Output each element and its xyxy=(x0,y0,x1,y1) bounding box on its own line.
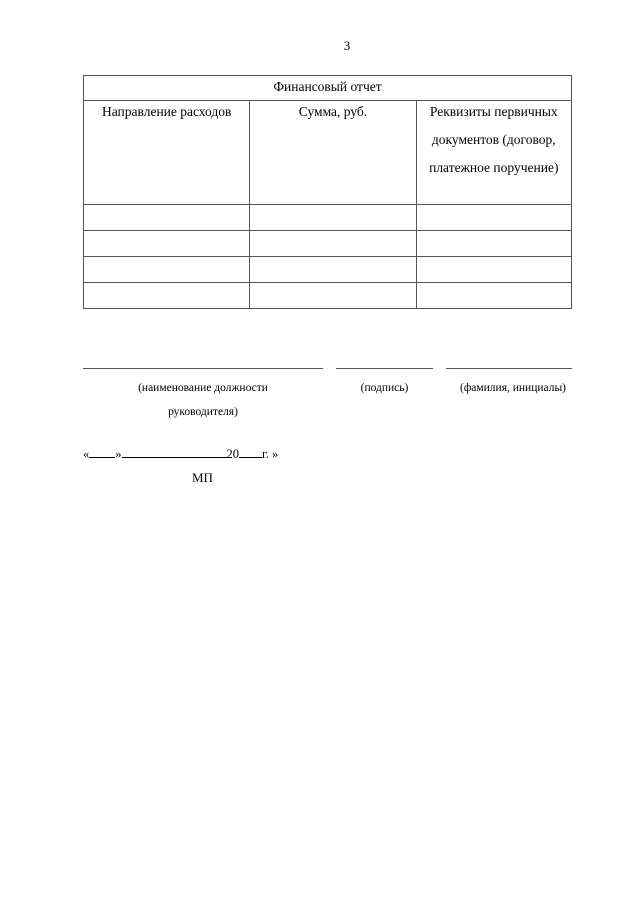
date-close-quote: » xyxy=(115,447,122,461)
table-title: Финансовый отчет xyxy=(84,76,572,101)
stamp-place: МП xyxy=(192,470,213,485)
date-year-suffix: г. » xyxy=(262,447,279,461)
name-caption: (фамилия, инициалы) xyxy=(459,382,567,394)
position-caption-line1: (наименование должности xyxy=(138,382,268,394)
table-row xyxy=(84,205,572,231)
date-line xyxy=(83,446,278,462)
header-amount xyxy=(250,101,416,205)
table-cell[interactable] xyxy=(84,283,250,309)
signature-line[interactable] xyxy=(336,368,433,369)
date-year-prefix: 20 xyxy=(226,447,239,461)
header-expense-direction xyxy=(84,101,250,205)
table-cell[interactable] xyxy=(416,257,571,283)
table-row xyxy=(84,257,572,283)
table-cell[interactable] xyxy=(250,283,416,309)
financial-report-table xyxy=(83,75,572,309)
name-signature-line[interactable] xyxy=(446,368,572,369)
signature-caption: (подпись) xyxy=(360,382,409,394)
date-open-quote: « xyxy=(83,447,90,461)
table-row xyxy=(84,283,572,309)
table-cell[interactable] xyxy=(416,205,571,231)
table-cell[interactable] xyxy=(84,231,250,257)
header-document-details-label: Реквизиты первичных документов (договор, платежное поручение) xyxy=(429,104,559,175)
table-cell[interactable] xyxy=(416,283,571,309)
table-cell[interactable] xyxy=(84,257,250,283)
position-caption-line2: руководителя) xyxy=(168,406,238,418)
date-month-blank[interactable] xyxy=(122,446,227,458)
table-cell[interactable] xyxy=(250,231,416,257)
table-row xyxy=(84,231,572,257)
header-expense-direction-label: Направление расходов xyxy=(101,104,232,119)
page-number: 3 xyxy=(343,38,351,53)
table-cell[interactable] xyxy=(416,231,571,257)
position-signature-line[interactable] xyxy=(83,368,323,369)
table-header-row xyxy=(84,101,572,205)
table-cell[interactable] xyxy=(84,205,250,231)
date-year-blank[interactable] xyxy=(239,446,262,458)
date-day-blank[interactable] xyxy=(89,446,115,458)
position-caption xyxy=(100,376,306,424)
header-document-details xyxy=(416,101,571,205)
table-cell[interactable] xyxy=(250,257,416,283)
header-amount-label: Сумма, руб. xyxy=(298,104,368,119)
table-cell[interactable] xyxy=(250,205,416,231)
table-title-row xyxy=(84,76,572,101)
